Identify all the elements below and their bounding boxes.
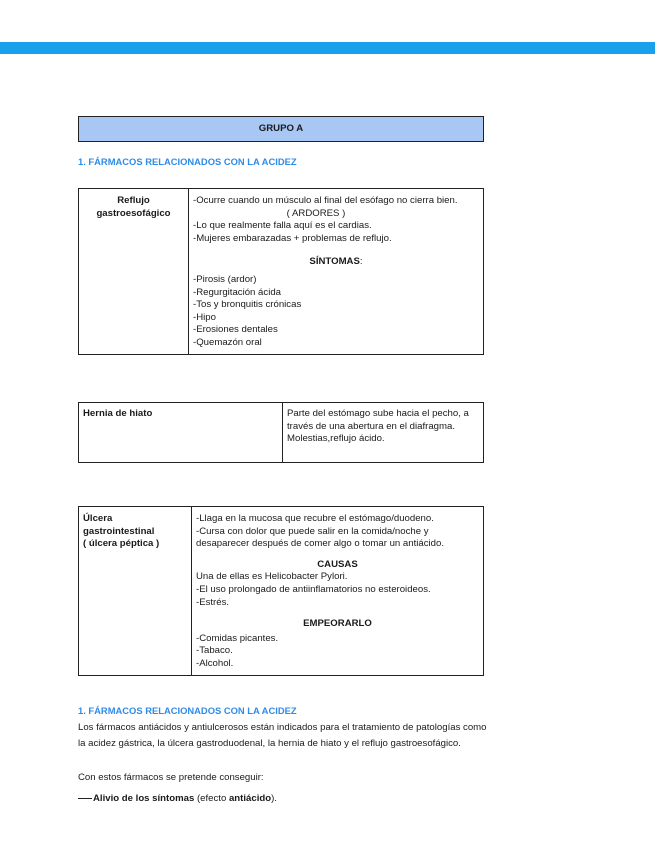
ulcera-line: -Cursa con dolor que puede salir en la comida/noche y desaparecer después de comer algo o tomar un antiácido. <box>196 525 444 550</box>
table-row <box>79 507 484 676</box>
list-item: -Comidas picantes. <box>196 632 279 644</box>
sintomas-colon: : <box>359 256 363 268</box>
list-item: -Quemazón oral <box>193 336 262 348</box>
ulcera-label <box>79 507 192 676</box>
ulcera-table <box>78 506 484 676</box>
list-item: -El uso prolongado de antiinflamatorios no esteroideos. <box>196 583 431 595</box>
goal-mid: (efecto <box>194 793 229 804</box>
list-item: -Tabaco. <box>196 645 233 657</box>
ulcera-label-line: Úlcera <box>83 513 113 524</box>
list-item: -Tos y bronquitis crónicas <box>193 299 302 311</box>
sintomas-title <box>193 256 479 269</box>
list-item: -Erosiones dentales <box>193 324 278 336</box>
group-title: GRUPO A <box>78 116 484 142</box>
reflujo-table <box>78 188 484 355</box>
section-title: 1. FÁRMACOS RELACIONADOS CON LA ACIDEZ <box>78 705 297 716</box>
causas-title: CAUSAS <box>317 558 358 570</box>
reflujo-content <box>189 189 484 355</box>
goal-end: ). <box>271 793 277 804</box>
ulcera-label-line: ( úlcera péptica ) <box>83 538 160 550</box>
list-item: -Alcohol. <box>196 657 234 669</box>
list-item: Una de ellas es Helicobacter Pylori. <box>196 571 348 583</box>
hernia-label: Hernia de hiato <box>79 403 283 463</box>
ulcera-line: -Llaga en la mucosa que recubre el estómago/duodeno. <box>196 513 434 524</box>
reflujo-line: -Mujeres embarazadas + problemas de reflujo. <box>193 232 392 244</box>
section-paragraph: Los fármacos antiácidos y antiulcerosos están indicados para el tratamiento de patologías como la acidez gástrica, la úlcera gastroduodenal, la hernia de hiato y el reflujo gastroesofágico. <box>78 722 487 749</box>
goal-bullet <box>78 791 488 807</box>
hernia-table <box>78 402 484 463</box>
table-row <box>79 189 484 355</box>
ulcera-label-line: gastrointestinal <box>83 525 155 537</box>
list-item: -Pirosis (ardor) <box>193 273 257 285</box>
table-row <box>79 403 484 463</box>
reflujo-intro: -Ocurre cuando un músculo al final del esófago no cierra bien. <box>193 195 458 206</box>
sintomas-title-text: SÍNTOMAS <box>309 256 360 268</box>
reflujo-line: -Lo que realmente falla aquí es el cardias. <box>193 220 372 232</box>
hernia-extra: Molestias,reflujo ácido. <box>287 433 385 445</box>
reflujo-ardores: ( ARDORES ) <box>286 207 346 219</box>
hernia-description: Parte del estómago sube hacia el pecho, a través de una abertura en el diafragma. <box>287 408 469 432</box>
list-item: -Hipo <box>193 311 216 323</box>
header-bar <box>0 42 655 54</box>
section-title: 1. FÁRMACOS RELACIONADOS CON LA ACIDEZ <box>78 156 297 167</box>
empeorarlo-title: EMPEORARLO <box>303 618 372 630</box>
section-goal: Con estos fármacos se pretende conseguir: <box>78 772 264 783</box>
ulcera-content <box>192 507 484 676</box>
reflujo-label: Reflujo gastroesofágico <box>79 189 189 355</box>
goal-bold: Alivio de los síntomas <box>93 793 195 804</box>
list-item: -Estrés. <box>196 596 230 608</box>
goal-bold2: antiácido <box>228 793 272 804</box>
hernia-content <box>283 403 484 463</box>
list-item: -Regurgitación ácida <box>193 286 281 298</box>
dash-line <box>78 798 92 799</box>
